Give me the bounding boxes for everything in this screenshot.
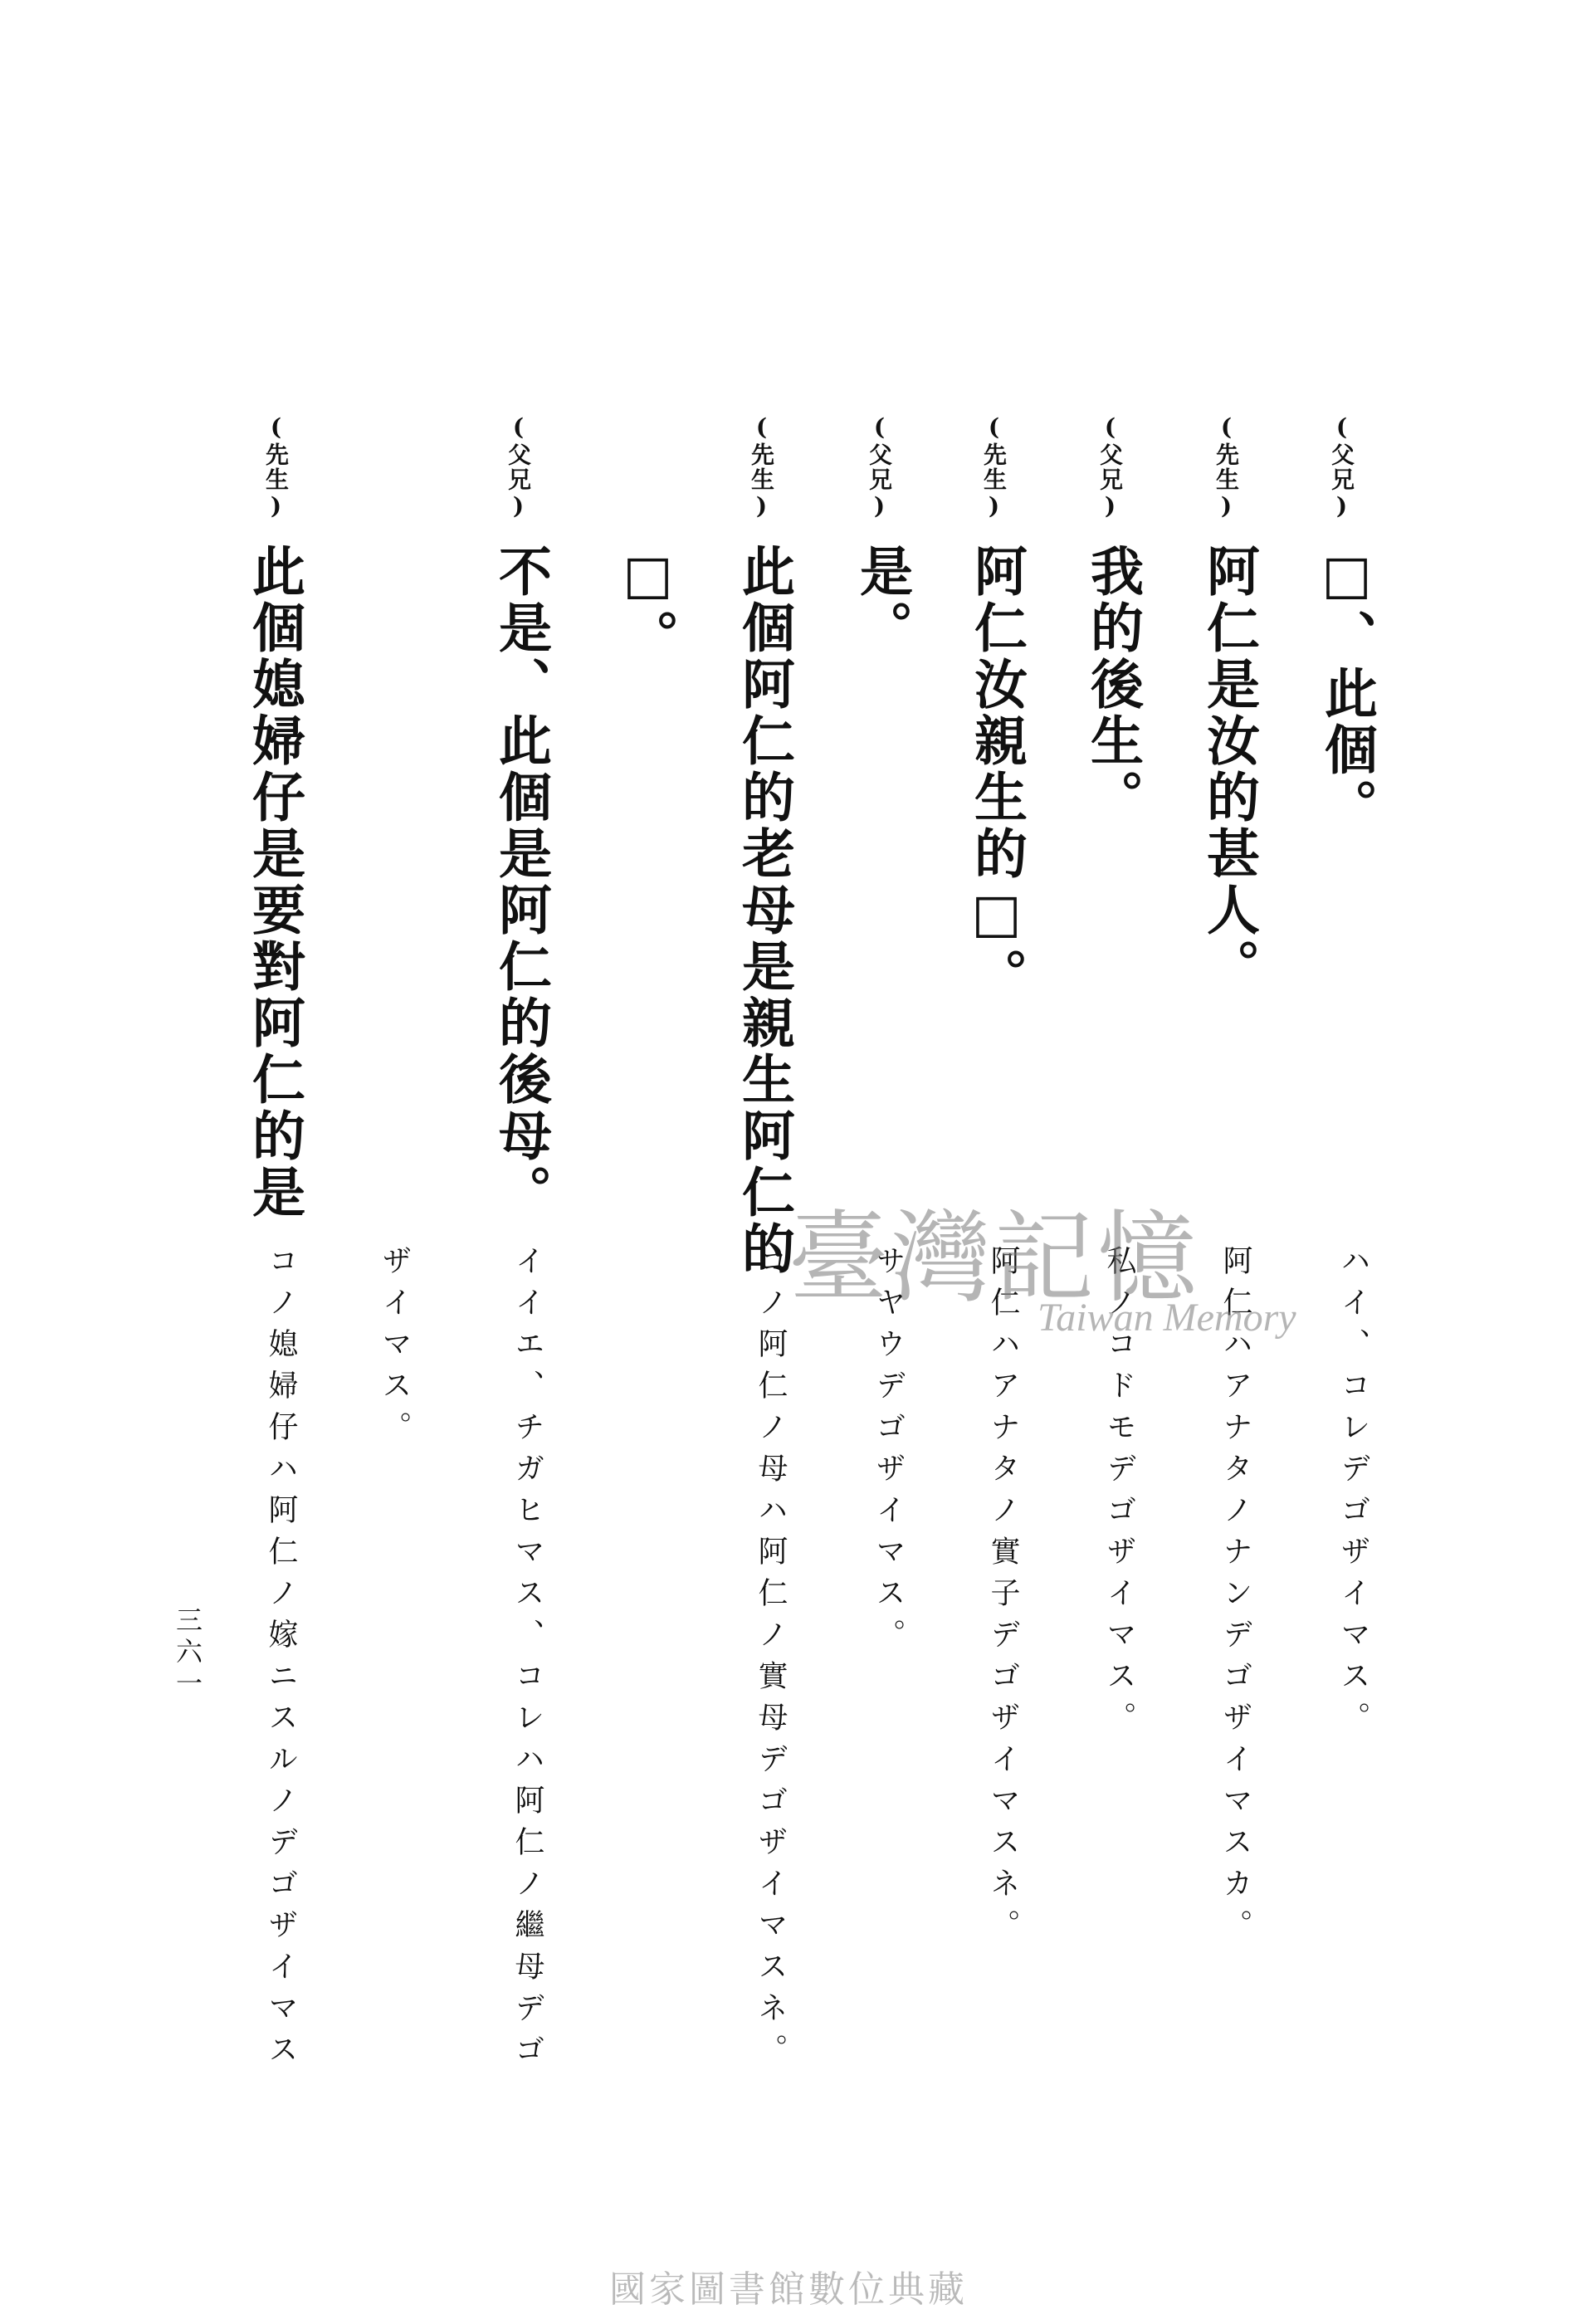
chinese-line: 阿仁是汝的甚人。 xyxy=(1198,544,1260,995)
speaker-label: (父兄) xyxy=(866,413,893,521)
chinese-line: 是。 xyxy=(851,544,913,657)
japanese-translation: コノ媳婦仔ハ阿仁ノ嫁ニスルノデゴザイマス xyxy=(264,1245,298,2075)
chinese-line: □、此個。 xyxy=(1316,544,1378,835)
japanese-translation: 阿仁ハアナタノナンデゴザイマスカ。 xyxy=(1218,1245,1252,1950)
chinese-line: 我的後生。 xyxy=(1081,544,1144,826)
chinese-line: 此個媳婦仔是要對阿仁的是 xyxy=(243,544,305,1221)
speaker-label: (先生) xyxy=(748,413,775,521)
chinese-line: 此個阿仁的老母是親生阿仁的 xyxy=(733,544,795,1277)
speaker-label: (父兄) xyxy=(1096,413,1124,521)
watermark-cjk: 臺灣記憶 xyxy=(788,1201,1200,1316)
japanese-translation: イイエ、チガヒマス、コレハ阿仁ノ繼母デゴ xyxy=(510,1245,544,2075)
chinese-line-continued: □。 xyxy=(617,544,679,666)
japanese-translation-continued: ザイマス。 xyxy=(378,1245,412,1452)
speaker-label: (先生) xyxy=(980,413,1008,521)
japanese-translation: サヤウデゴザイマス。 xyxy=(872,1245,906,1660)
chinese-line: 不是、此個是阿仁的後母。 xyxy=(490,544,552,1221)
chinese-line: 阿仁汝親生的□。 xyxy=(965,544,1028,1004)
watermark-logo xyxy=(788,1179,1320,1378)
japanese-translation: 私ノコドモデゴザイマス。 xyxy=(1102,1245,1136,1743)
speaker-label: (先生) xyxy=(262,413,290,521)
page-number: 三六一 xyxy=(172,1606,203,1701)
japanese-translation: ハイ、コレデゴザイマス。 xyxy=(1336,1245,1370,1743)
speaker-label: (父兄) xyxy=(1328,413,1355,521)
watermark-en: Taiwan Memory xyxy=(1038,1296,1296,1340)
footer-credit: 國家圖書館數位典藏 xyxy=(609,2268,968,2311)
japanese-translation: 阿仁ハアナタノ實子デゴザイマスネ。 xyxy=(986,1245,1020,1950)
speaker-label: (父兄) xyxy=(505,413,532,521)
speaker-label: (先生) xyxy=(1213,413,1240,521)
japanese-translation: コノ阿仁ノ母ハ阿仁ノ實母デゴザイマスネ。 xyxy=(754,1245,788,2075)
